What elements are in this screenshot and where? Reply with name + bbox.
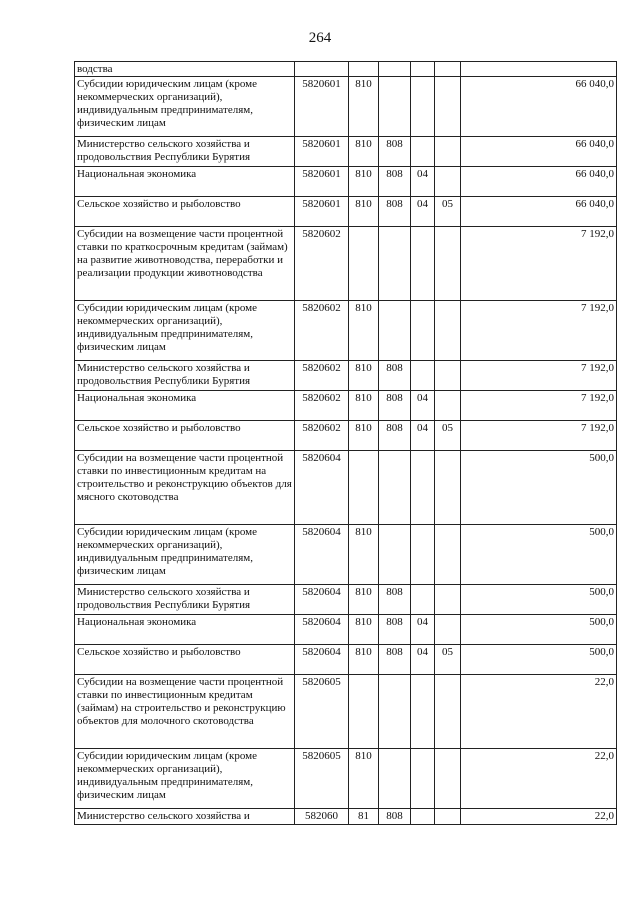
expense-type-cell: 810 (349, 197, 379, 227)
expense-type-cell: 810 (349, 77, 379, 137)
row-name-cell: Министерство сельского хозяйства и (75, 809, 295, 825)
table-row (75, 62, 617, 77)
expense-type-cell: 810 (349, 421, 379, 451)
subsection-cell (435, 525, 461, 585)
expense-type-cell: 810 (349, 585, 379, 615)
amount-cell: 500,0 (461, 645, 617, 675)
subsection-cell: 05 (435, 197, 461, 227)
section-cell (411, 525, 435, 585)
table-row (75, 421, 617, 451)
section-cell (411, 361, 435, 391)
table-row (75, 167, 617, 197)
row-name-cell: Сельское хозяйство и рыболовство (75, 645, 295, 675)
target-article-cell: 5820605 (295, 749, 349, 809)
amount-cell: 22,0 (461, 749, 617, 809)
section-cell (411, 749, 435, 809)
expense-type-cell: 810 (349, 749, 379, 809)
row-name-cell: Министерство сельского хозяйства и продовольствия Республики Бурятия (75, 361, 295, 391)
administrator-cell (379, 749, 411, 809)
row-name-cell: Субсидии на возмещение части процентной ставки по краткосрочным кредитам (займам) на развитие животноводства, переработки и реализации продукции животноводства (75, 227, 295, 301)
subsection-cell (435, 167, 461, 197)
expense-type-cell (349, 451, 379, 525)
target-article-cell: 5820601 (295, 197, 349, 227)
expense-type-cell: 810 (349, 645, 379, 675)
subsection-cell (435, 675, 461, 749)
section-cell: 04 (411, 645, 435, 675)
row-name-cell: Субсидии юридическим лицам (кроме некоммерческих организаций), индивидуальным предпринимателям, физическим лицам (75, 77, 295, 137)
subsection-cell (435, 585, 461, 615)
budget-table (74, 61, 617, 825)
expense-type-cell: 810 (349, 391, 379, 421)
administrator-cell: 808 (379, 361, 411, 391)
administrator-cell (379, 77, 411, 137)
section-cell: 04 (411, 615, 435, 645)
administrator-cell: 808 (379, 421, 411, 451)
table-row (75, 675, 617, 749)
row-name-cell: Субсидии на возмещение части процентной ставки по инвестиционным кредитам (займам) на строительство и реконструкцию объектов для молочного скотоводства (75, 675, 295, 749)
amount-cell: 7 192,0 (461, 361, 617, 391)
section-cell (411, 62, 435, 77)
table-body (75, 62, 617, 825)
section-cell (411, 137, 435, 167)
section-cell: 04 (411, 197, 435, 227)
administrator-cell: 808 (379, 615, 411, 645)
amount-cell: 22,0 (461, 675, 617, 749)
page-number: 264 (308, 30, 332, 46)
section-cell: 04 (411, 391, 435, 421)
target-article-cell (295, 62, 349, 77)
subsection-cell: 05 (435, 421, 461, 451)
target-article-cell: 5820602 (295, 301, 349, 361)
expense-type-cell: 810 (349, 525, 379, 585)
amount-cell: 7 192,0 (461, 391, 617, 421)
subsection-cell (435, 361, 461, 391)
amount-cell: 22,0 (461, 809, 617, 825)
target-article-cell: 5820604 (295, 451, 349, 525)
expense-type-cell (349, 62, 379, 77)
amount-cell: 7 192,0 (461, 227, 617, 301)
section-cell: 04 (411, 167, 435, 197)
table-row (75, 361, 617, 391)
administrator-cell: 808 (379, 645, 411, 675)
amount-cell: 500,0 (461, 525, 617, 585)
administrator-cell: 808 (379, 197, 411, 227)
subsection-cell (435, 301, 461, 361)
subsection-cell (435, 749, 461, 809)
section-cell (411, 585, 435, 615)
subsection-cell (435, 227, 461, 301)
row-name-cell: Субсидии на возмещение части процентной ставки по инвестиционным кредитам на строительство и реконструкцию объектов для мясного скотоводства (75, 451, 295, 525)
target-article-cell: 582060 (295, 809, 349, 825)
section-cell (411, 227, 435, 301)
subsection-cell (435, 451, 461, 525)
expense-type-cell: 810 (349, 137, 379, 167)
section-cell (411, 809, 435, 825)
expense-type-cell: 810 (349, 167, 379, 197)
target-article-cell: 5820601 (295, 77, 349, 137)
amount-cell: 500,0 (461, 585, 617, 615)
expense-type-cell (349, 675, 379, 749)
administrator-cell: 808 (379, 167, 411, 197)
target-article-cell: 5820604 (295, 585, 349, 615)
administrator-cell: 808 (379, 391, 411, 421)
row-name-cell: Национальная экономика (75, 615, 295, 645)
administrator-cell (379, 451, 411, 525)
target-article-cell: 5820604 (295, 525, 349, 585)
table-row (75, 615, 617, 645)
target-article-cell: 5820602 (295, 361, 349, 391)
subsection-cell (435, 391, 461, 421)
table-row (75, 301, 617, 361)
table-row (75, 391, 617, 421)
amount-cell (461, 62, 617, 77)
subsection-cell (435, 809, 461, 825)
administrator-cell (379, 675, 411, 749)
row-name-cell: водства (75, 62, 295, 77)
row-name-cell: Национальная экономика (75, 391, 295, 421)
amount-cell: 66 040,0 (461, 137, 617, 167)
row-name-cell: Сельское хозяйство и рыболовство (75, 421, 295, 451)
table-row (75, 197, 617, 227)
administrator-cell (379, 227, 411, 301)
target-article-cell: 5820604 (295, 615, 349, 645)
subsection-cell: 05 (435, 645, 461, 675)
amount-cell: 500,0 (461, 451, 617, 525)
row-name-cell: Национальная экономика (75, 167, 295, 197)
expense-type-cell: 810 (349, 361, 379, 391)
subsection-cell (435, 137, 461, 167)
subsection-cell (435, 62, 461, 77)
target-article-cell: 5820602 (295, 227, 349, 301)
administrator-cell: 808 (379, 585, 411, 615)
table-row (75, 451, 617, 525)
row-name-cell: Субсидии юридическим лицам (кроме некоммерческих организаций), индивидуальным предпринимателям, физическим лицам (75, 749, 295, 809)
amount-cell: 66 040,0 (461, 197, 617, 227)
subsection-cell (435, 615, 461, 645)
administrator-cell (379, 62, 411, 77)
expense-type-cell: 810 (349, 301, 379, 361)
table-row (75, 77, 617, 137)
expense-type-cell: 81 (349, 809, 379, 825)
table-row (75, 749, 617, 809)
target-article-cell: 5820601 (295, 167, 349, 197)
administrator-cell (379, 301, 411, 361)
amount-cell: 500,0 (461, 615, 617, 645)
target-article-cell: 5820601 (295, 137, 349, 167)
section-cell (411, 451, 435, 525)
administrator-cell: 808 (379, 137, 411, 167)
table-row (75, 525, 617, 585)
expense-type-cell (349, 227, 379, 301)
table-row (75, 645, 617, 675)
table-row (75, 809, 617, 825)
table-row (75, 227, 617, 301)
table-row (75, 585, 617, 615)
row-name-cell: Субсидии юридическим лицам (кроме некоммерческих организаций), индивидуальным предпринимателям, физическим лицам (75, 301, 295, 361)
target-article-cell: 5820605 (295, 675, 349, 749)
row-name-cell: Министерство сельского хозяйства и продовольствия Республики Бурятия (75, 137, 295, 167)
expense-type-cell: 810 (349, 615, 379, 645)
target-article-cell: 5820604 (295, 645, 349, 675)
target-article-cell: 5820602 (295, 391, 349, 421)
section-cell (411, 301, 435, 361)
administrator-cell (379, 525, 411, 585)
amount-cell: 66 040,0 (461, 167, 617, 197)
amount-cell: 7 192,0 (461, 421, 617, 451)
row-name-cell: Субсидии юридическим лицам (кроме некоммерческих организаций), индивидуальным предпринимателям, физическим лицам (75, 525, 295, 585)
administrator-cell: 808 (379, 809, 411, 825)
section-cell (411, 77, 435, 137)
amount-cell: 7 192,0 (461, 301, 617, 361)
section-cell (411, 675, 435, 749)
row-name-cell: Сельское хозяйство и рыболовство (75, 197, 295, 227)
section-cell: 04 (411, 421, 435, 451)
table-row (75, 137, 617, 167)
amount-cell: 66 040,0 (461, 77, 617, 137)
row-name-cell: Министерство сельского хозяйства и продовольствия Республики Бурятия (75, 585, 295, 615)
target-article-cell: 5820602 (295, 421, 349, 451)
subsection-cell (435, 77, 461, 137)
